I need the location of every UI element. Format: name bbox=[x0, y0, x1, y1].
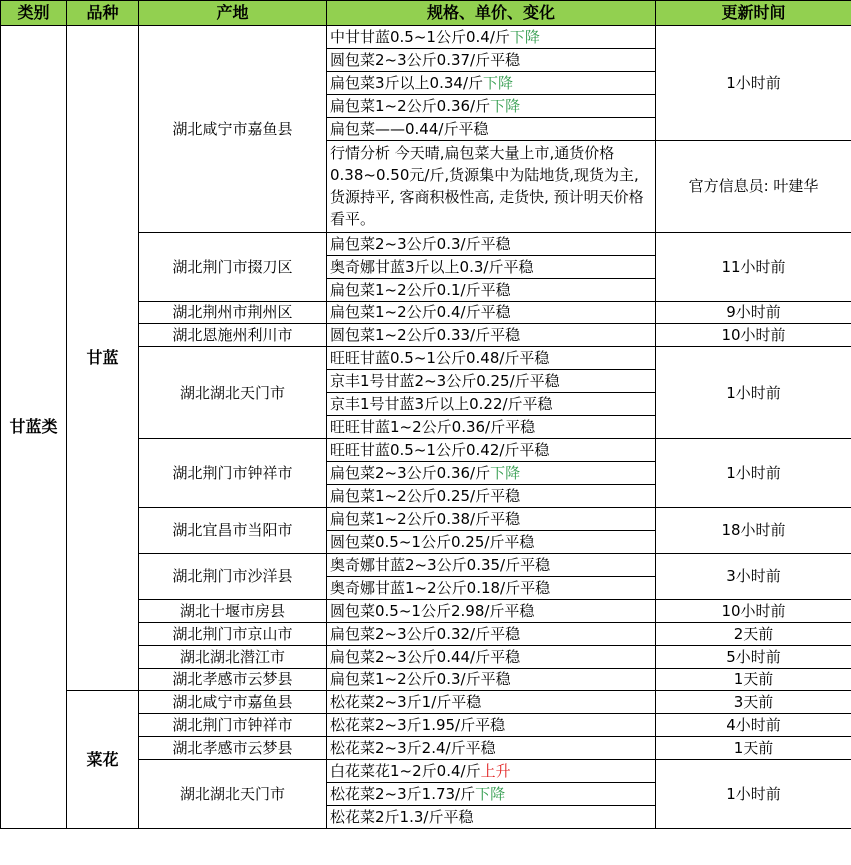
change-text: 下降 bbox=[483, 73, 514, 92]
origin-cell: 湖北宜昌市当阳市 bbox=[139, 507, 327, 553]
spec-text: 扁包菜2~3公斤0.44/斤 bbox=[330, 647, 491, 666]
variety-cell: 甘蓝 bbox=[67, 26, 139, 691]
spec-cell bbox=[327, 26, 656, 49]
update-time-cell: 11小时前 bbox=[656, 232, 851, 301]
category-cell: 甘蓝类 bbox=[1, 26, 67, 829]
spec-cell bbox=[327, 255, 656, 278]
update-time-cell: 1天前 bbox=[656, 737, 851, 760]
header-origin: 产地 bbox=[139, 1, 327, 26]
table-row bbox=[1, 691, 851, 714]
update-time-cell: 1小时前 bbox=[656, 439, 851, 508]
update-time-cell: 3小时前 bbox=[656, 553, 851, 599]
spec-text: 京丰1号甘蓝3斤以上0.22/斤 bbox=[330, 395, 523, 414]
spec-text: 扁包菜1~2公斤0.36/斤 bbox=[330, 96, 491, 115]
variety-cell: 菜花 bbox=[67, 691, 139, 829]
change-text: 平稳 bbox=[480, 280, 511, 299]
table-header-row bbox=[1, 1, 851, 26]
update-time-cell: 2天前 bbox=[656, 622, 851, 645]
spec-cell bbox=[327, 576, 656, 599]
origin-cell: 湖北湖北天门市 bbox=[139, 760, 327, 829]
change-text: 下降 bbox=[509, 27, 540, 46]
spec-cell bbox=[327, 370, 656, 393]
spec-text: 扁包菜——0.44/斤 bbox=[330, 119, 459, 138]
spec-text: 圆包菜1~2公斤0.33/斤 bbox=[330, 326, 491, 345]
header-variety: 品种 bbox=[67, 1, 139, 26]
change-text: 下降 bbox=[490, 464, 521, 483]
change-text: 平稳 bbox=[505, 418, 536, 437]
header-category: 类别 bbox=[1, 1, 67, 26]
change-text: 平稳 bbox=[490, 326, 521, 345]
spec-cell bbox=[327, 94, 656, 117]
origin-cell: 湖北十堰市房县 bbox=[139, 599, 327, 622]
spec-text: 扁包菜2~3公斤0.3/斤 bbox=[330, 234, 481, 253]
origin-cell: 湖北湖北潜江市 bbox=[139, 645, 327, 668]
spec-cell bbox=[327, 278, 656, 301]
spec-cell bbox=[327, 393, 656, 416]
spec-cell bbox=[327, 691, 656, 714]
spec-text: 扁包菜2~3公斤0.36/斤 bbox=[330, 464, 491, 483]
spec-cell bbox=[327, 462, 656, 485]
origin-cell: 湖北荆门市京山市 bbox=[139, 622, 327, 645]
spec-cell bbox=[327, 117, 656, 140]
spec-cell bbox=[327, 622, 656, 645]
spec-text: 奥奇娜甘蓝2~3公斤0.35/斤 bbox=[330, 555, 521, 574]
change-text: 平稳 bbox=[504, 532, 535, 551]
change-text: 平稳 bbox=[490, 624, 521, 643]
spec-cell bbox=[327, 645, 656, 668]
spec-text: 旺旺甘蓝1~2公斤0.36/斤 bbox=[330, 418, 506, 437]
spec-text: 扁包菜1~2公斤0.25/斤 bbox=[330, 486, 491, 505]
origin-cell: 湖北咸宁市嘉鱼县 bbox=[139, 691, 327, 714]
change-text: 下降 bbox=[475, 785, 506, 804]
change-text: 平稳 bbox=[443, 808, 474, 827]
change-text: 平稳 bbox=[451, 693, 482, 712]
spec-cell bbox=[327, 507, 656, 530]
spec-cell bbox=[327, 714, 656, 737]
header-update-time: 更新时间 bbox=[656, 1, 851, 26]
update-time-cell: 1小时前 bbox=[656, 347, 851, 439]
origin-cell: 湖北荆门市钟祥市 bbox=[139, 439, 327, 508]
change-text: 平稳 bbox=[529, 372, 560, 391]
change-text: 平稳 bbox=[465, 739, 496, 758]
origin-cell: 湖北孝感市云梦县 bbox=[139, 668, 327, 691]
update-time-cell: 3天前 bbox=[656, 691, 851, 714]
update-time-cell: 5小时前 bbox=[656, 645, 851, 668]
change-text: 平稳 bbox=[520, 555, 551, 574]
spec-text: 扁包菜1~2公斤0.38/斤 bbox=[330, 509, 491, 528]
origin-cell: 湖北荆门市钟祥市 bbox=[139, 714, 327, 737]
update-time-cell: 4小时前 bbox=[656, 714, 851, 737]
spec-text: 圆包菜2~3公斤0.37/斤 bbox=[330, 50, 491, 69]
spec-text: 奥奇娜甘蓝3斤以上0.3/斤 bbox=[330, 257, 504, 276]
change-text: 平稳 bbox=[480, 234, 511, 253]
spec-text: 中甘甘蓝0.5~1公斤0.4/斤 bbox=[330, 27, 510, 46]
spec-text: 白花菜花1~2斤0.4/斤 bbox=[330, 762, 481, 781]
spec-text: 扁包菜1~2公斤0.3/斤 bbox=[330, 670, 481, 689]
spec-text: 圆包菜0.5~1公斤0.25/斤 bbox=[330, 532, 505, 551]
spec-cell bbox=[327, 232, 656, 255]
spec-text: 扁包菜1~2公斤0.1/斤 bbox=[330, 280, 481, 299]
spec-cell bbox=[327, 760, 656, 783]
spec-cell bbox=[327, 806, 656, 829]
spec-cell bbox=[327, 553, 656, 576]
origin-cell: 湖北荆州市荆州区 bbox=[139, 301, 327, 324]
update-time-cell: 18小时前 bbox=[656, 507, 851, 553]
origin-cell: 湖北恩施州利川市 bbox=[139, 324, 327, 347]
spec-cell bbox=[327, 668, 656, 691]
change-text: 平稳 bbox=[519, 349, 550, 368]
update-time-cell: 10小时前 bbox=[656, 324, 851, 347]
change-text: 平稳 bbox=[504, 601, 535, 620]
change-text: 平稳 bbox=[490, 486, 521, 505]
update-time-cell: 1小时前 bbox=[656, 26, 851, 141]
origin-cell: 湖北孝感市云梦县 bbox=[139, 737, 327, 760]
spec-text: 松花菜2~3斤1.95/斤 bbox=[330, 716, 476, 735]
origin-cell: 湖北湖北天门市 bbox=[139, 347, 327, 439]
change-text: 平稳 bbox=[490, 50, 521, 69]
spec-cell bbox=[327, 416, 656, 439]
spec-cell bbox=[327, 301, 656, 324]
spec-text: 松花菜2~3斤2.4/斤 bbox=[330, 739, 466, 758]
origin-cell: 湖北荆门市沙洋县 bbox=[139, 553, 327, 599]
change-text: 上升 bbox=[480, 762, 511, 781]
spec-cell bbox=[327, 783, 656, 806]
change-text: 平稳 bbox=[458, 119, 489, 138]
spec-text: 京丰1号甘蓝2~3公斤0.25/斤 bbox=[330, 372, 530, 391]
informant-cell: 官方信息员: 叶建华 bbox=[656, 140, 851, 232]
change-text: 平稳 bbox=[503, 257, 534, 276]
spec-text: 旺旺甘蓝0.5~1公斤0.48/斤 bbox=[330, 349, 520, 368]
spec-cell bbox=[327, 737, 656, 760]
change-text: 平稳 bbox=[490, 647, 521, 666]
spec-cell bbox=[327, 599, 656, 622]
header-spec-price-change: 规格、单价、变化 bbox=[327, 1, 656, 26]
change-text: 平稳 bbox=[522, 395, 553, 414]
spec-text: 圆包菜0.5~1公斤2.98/斤 bbox=[330, 601, 505, 620]
spec-cell bbox=[327, 530, 656, 553]
update-time-cell: 10小时前 bbox=[656, 599, 851, 622]
spec-cell bbox=[327, 324, 656, 347]
change-text: 平稳 bbox=[475, 716, 506, 735]
origin-cell: 湖北咸宁市嘉鱼县 bbox=[139, 26, 327, 233]
update-time-cell: 1天前 bbox=[656, 668, 851, 691]
change-text: 平稳 bbox=[480, 670, 511, 689]
spec-cell bbox=[327, 439, 656, 462]
spec-cell bbox=[327, 347, 656, 370]
spec-cell bbox=[327, 48, 656, 71]
origin-cell: 湖北荆门市掇刀区 bbox=[139, 232, 327, 301]
spec-text: 松花菜2~3斤1.73/斤 bbox=[330, 785, 476, 804]
change-text: 平稳 bbox=[520, 578, 551, 597]
spec-text: 松花菜2~3斤1/斤 bbox=[330, 693, 452, 712]
spec-text: 旺旺甘蓝0.5~1公斤0.42/斤 bbox=[330, 441, 520, 460]
change-text: 平稳 bbox=[480, 303, 511, 322]
spec-cell bbox=[327, 485, 656, 508]
change-text: 平稳 bbox=[519, 441, 550, 460]
change-text: 平稳 bbox=[490, 509, 521, 528]
spec-text: 松花菜2斤1.3/斤 bbox=[330, 808, 444, 827]
update-time-cell: 1小时前 bbox=[656, 760, 851, 829]
table-body bbox=[1, 26, 851, 829]
spec-text: 扁包菜1~2公斤0.4/斤 bbox=[330, 303, 481, 322]
spec-text: 扁包菜3斤以上0.34/斤 bbox=[330, 73, 483, 92]
table-row bbox=[1, 26, 851, 49]
change-text: 下降 bbox=[490, 96, 521, 115]
update-time-cell: 9小时前 bbox=[656, 301, 851, 324]
spec-text: 奥奇娜甘蓝1~2公斤0.18/斤 bbox=[330, 578, 521, 597]
spec-cell bbox=[327, 71, 656, 94]
market-analysis-cell: 行情分析 今天晴,扁包菜大量上市,通货价格0.38~0.50元/斤,货源集中为陆地货,现货为主, 货源持平, 客商积极性高, 走货快, 预计明天价格看平。 bbox=[327, 140, 656, 232]
spec-text: 扁包菜2~3公斤0.32/斤 bbox=[330, 624, 491, 643]
